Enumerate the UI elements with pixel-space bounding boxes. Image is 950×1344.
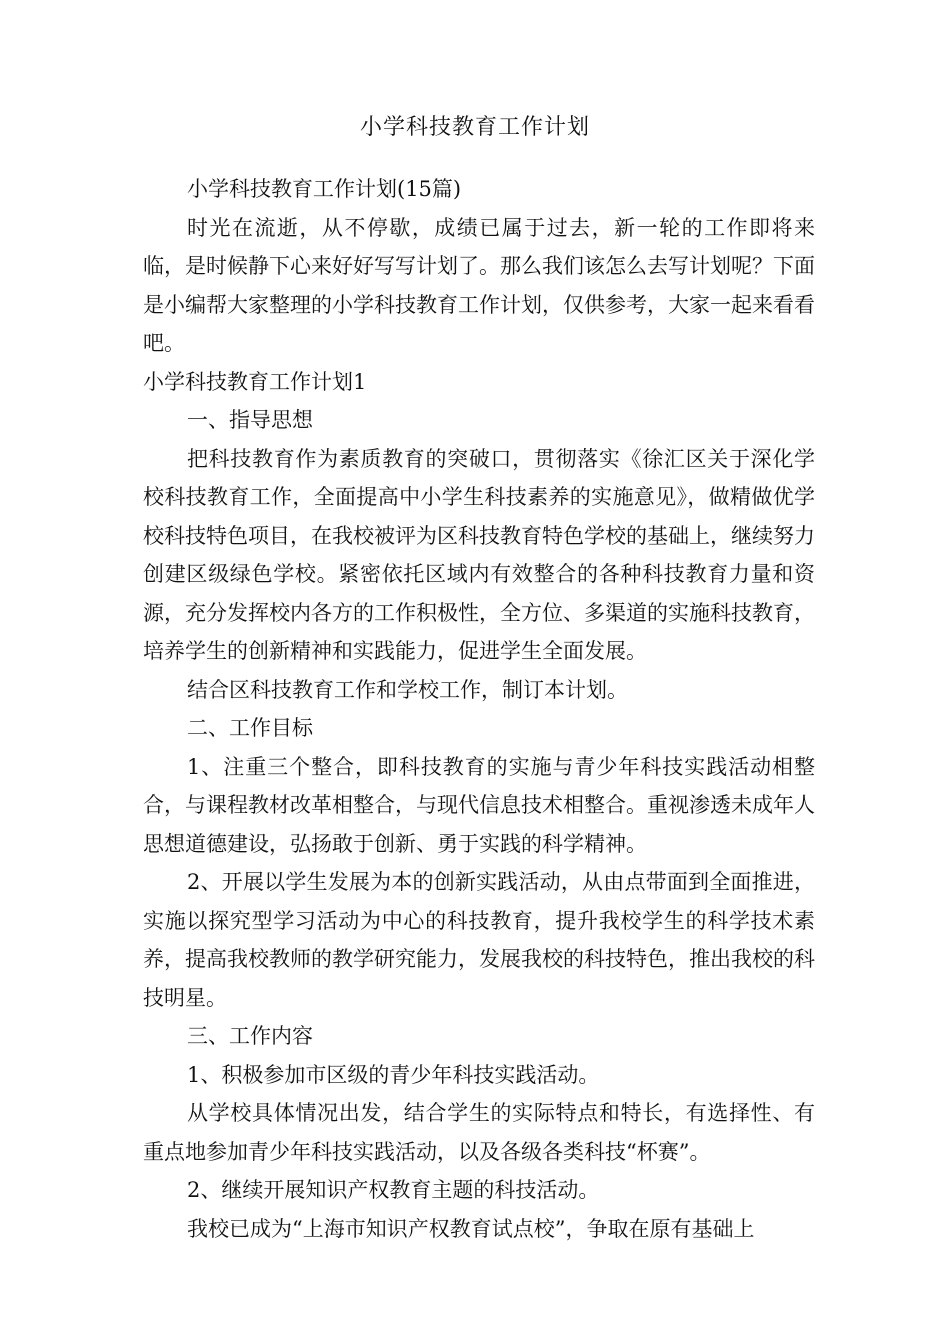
section-heading-plan-1: 小学科技教育工作计划1 xyxy=(143,369,367,394)
document-body xyxy=(143,170,815,1248)
heading-guiding-ideology: 一、指导思想 xyxy=(187,408,313,432)
heading-work-goals: 二、工作目标 xyxy=(187,716,313,740)
paragraph-guiding-ideology: 把科技教育作为素质教育的突破口，贯彻落实《徐汇区关于深化学校科技教育工作，全面提高中小学生科技素养的实施意见》，做精做优学校科技特色项目，在我校被评为区科技教育特色学校的基础上，继续努力创建区级绿色学校。紧密依托区域内有效整合的各种科技教育力量和资源，充分发挥校内各方的工作积极性，全方位、多渠道的实施科技教育，培养学生的创新精神和实践能力，促进学生全面发展。 xyxy=(143,446,815,663)
paragraph-subtitle: 小学科技教育工作计划(15篇) xyxy=(187,177,462,201)
paragraph-content-2-heading: 2、继续开展知识产权教育主题的科技活动。 xyxy=(187,1178,600,1202)
heading-work-content: 三、工作内容 xyxy=(187,1024,313,1048)
paragraph-goal-1: 1、注重三个整合，即科技教育的实施与青少年科技实践活动相整合，与课程教材改革相整合，与现代信息技术相整合。重视渗透未成年人思想道德建设，弘扬敢于创新、勇于实践的科学精神。 xyxy=(143,754,815,856)
paragraph-content-1-heading: 1、积极参加市区级的青少年科技实践活动。 xyxy=(187,1062,600,1087)
paragraph-intro: 时光在流逝，从不停歇，成绩已属于过去，新一轮的工作即将来临，是时候静下心来好好写写计划了。那么我们该怎么去写计划呢？下面是小编帮大家整理的小学科技教育工作计划，仅供参考，大家一起来看看吧。 xyxy=(143,215,815,355)
paragraph-content-2-body: 我校已成为“上海市知识产权教育试点校”，争取在原有基础上 xyxy=(187,1216,755,1241)
paragraph-goal-2: 2、开展以学生发展为本的创新实践活动，从由点带面到全面推进，实施以探究型学习活动为中心的科技教育，提升我校学生的科学技术素养，提高我校教师的教学研究能力，发展我校的科技特色，推出我校的科技明星。 xyxy=(143,870,815,1010)
paragraph-content-1-body: 从学校具体情况出发，结合学生的实际特点和特长，有选择性、有重点地参加青少年科技实践活动，以及各级各类科技“杯赛”。 xyxy=(143,1101,815,1164)
document-title: 小学科技教育工作计划 xyxy=(359,115,590,140)
paragraph-plan-basis: 结合区科技教育工作和学校工作，制订本计划。 xyxy=(187,677,628,702)
